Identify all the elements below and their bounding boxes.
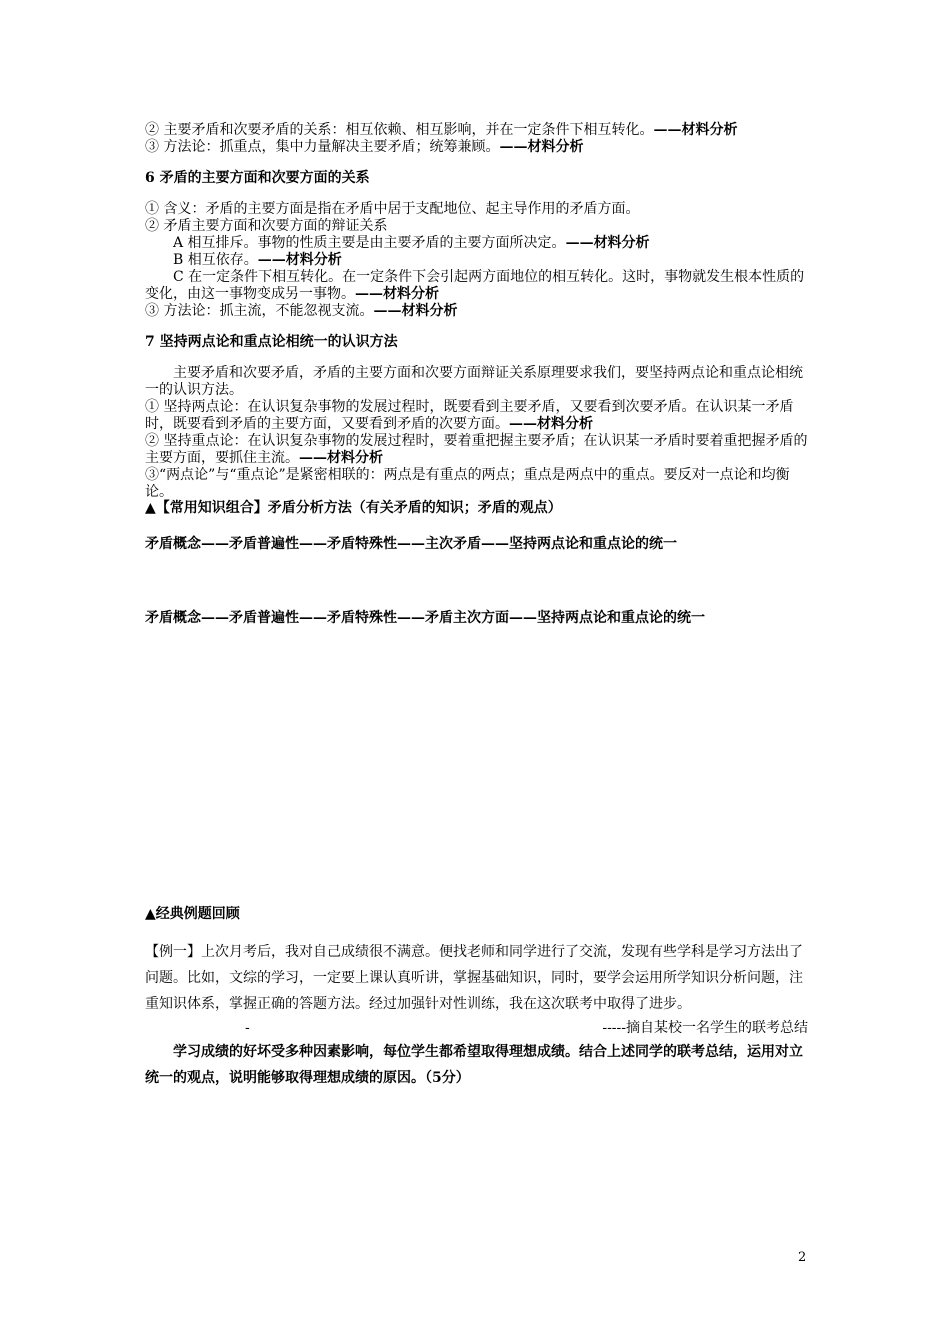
s5-item-3: ③ 方法论：抓重点，集中力量解决主要矛盾；统筹兼顾。——材料分析 bbox=[145, 139, 584, 155]
s6-item-1: ① 含义：矛盾的主要方面是指在矛盾中居于支配地位、起主导作用的矛盾方面。 bbox=[145, 201, 640, 217]
example-1-question: 学习成绩的好坏受多种因素影响，每位学生都希望取得理想成绩。结合上述同学的联考总结，运用对立统一的观点，说明能够取得理想成绩的原因。（5分） bbox=[145, 1044, 803, 1086]
s7-item-1: ① 坚持两点论：在认识复杂事物的发展过程时，既要看到主要矛盾，又要看到次要矛盾。在认识某一矛盾时，既要看到矛盾的主要方面，又要看到矛盾的次要方面。——材料分析 bbox=[145, 399, 794, 432]
s5-item-2: ② 主要矛盾和次要矛盾的关系：相互依赖、相互影响，并在一定条件下相互转化。——材料分析 bbox=[145, 122, 738, 138]
s6-item-a: A 相互排斥。事物的性质主要是由主要矛盾的主要方面所决定。——材料分析 bbox=[173, 235, 650, 251]
s7-item-2: ② 坚持重点论：在认识复杂事物的发展过程时，要着重把握主要矛盾；在认识某一矛盾时要着重把握矛盾的主要方面，要抓住主流。——材料分析 bbox=[145, 433, 808, 466]
section-5-continued bbox=[145, 122, 808, 501]
page-number: 2 bbox=[798, 1250, 807, 1265]
s6-item-2: ② 矛盾主要方面和次要方面的辩证关系 bbox=[145, 218, 388, 234]
example-1-text: 【例一】上次月考后，我对自己成绩很不满意。便找老师和同学进行了交流，发现有些学科是学习方法出了问题。比如，文综的学习，一定要上课认真听讲，掌握基础知识，同时，要学会运用所学知识分析问题，注重知识体系，掌握正确的答题方法。经过加强针对性训练，我在这次联考中取得了进步。 bbox=[145, 944, 803, 1012]
s6-item-3: ③ 方法论：抓主流，不能忽视支流。——材料分析 bbox=[145, 303, 458, 319]
section-7-heading: 7 坚持两点论和重点论相统一的认识方法 bbox=[145, 334, 398, 350]
examples-section bbox=[145, 889, 808, 1091]
knowledge-combo-heading: ▲【常用知识组合】矛盾分析方法（有关矛盾的知识；矛盾的观点） bbox=[145, 500, 562, 516]
s7-item-3: ③“两点论”与“重点论”是紧密相联的：两点是有重点的两点；重点是两点中的重点。要反对一点论和均衡论。 bbox=[145, 467, 790, 500]
example-1-source: - -----摘自某校一名学生的联考总结 bbox=[245, 1020, 808, 1036]
s6-item-b: B 相互依存。——材料分析 bbox=[173, 252, 342, 268]
s7-intro: 主要矛盾和次要矛盾，矛盾的主要方面和次要方面辩证关系原理要求我们，要坚持两点论和重点论相统一的认识方法。 bbox=[145, 365, 803, 398]
knowledge-chain-1: 矛盾概念——矛盾普遍性——矛盾特殊性——主次矛盾——坚持两点论和重点论的统一 bbox=[145, 536, 677, 552]
section-6-heading: 6 矛盾的主要方面和次要方面的关系 bbox=[145, 170, 370, 186]
knowledge-chain-2: 矛盾概念——矛盾普遍性——矛盾特殊性——矛盾主次方面——坚持两点论和重点论的统一 bbox=[145, 610, 705, 626]
examples-heading: ▲经典例题回顾 bbox=[145, 906, 240, 922]
s6-item-c: C 在一定条件下相互转化。在一定条件下会引起两方面地位的相互转化。这时，事物就发生根本性质的变化，由这一事物变成另一事物。——材料分析 bbox=[145, 269, 805, 302]
